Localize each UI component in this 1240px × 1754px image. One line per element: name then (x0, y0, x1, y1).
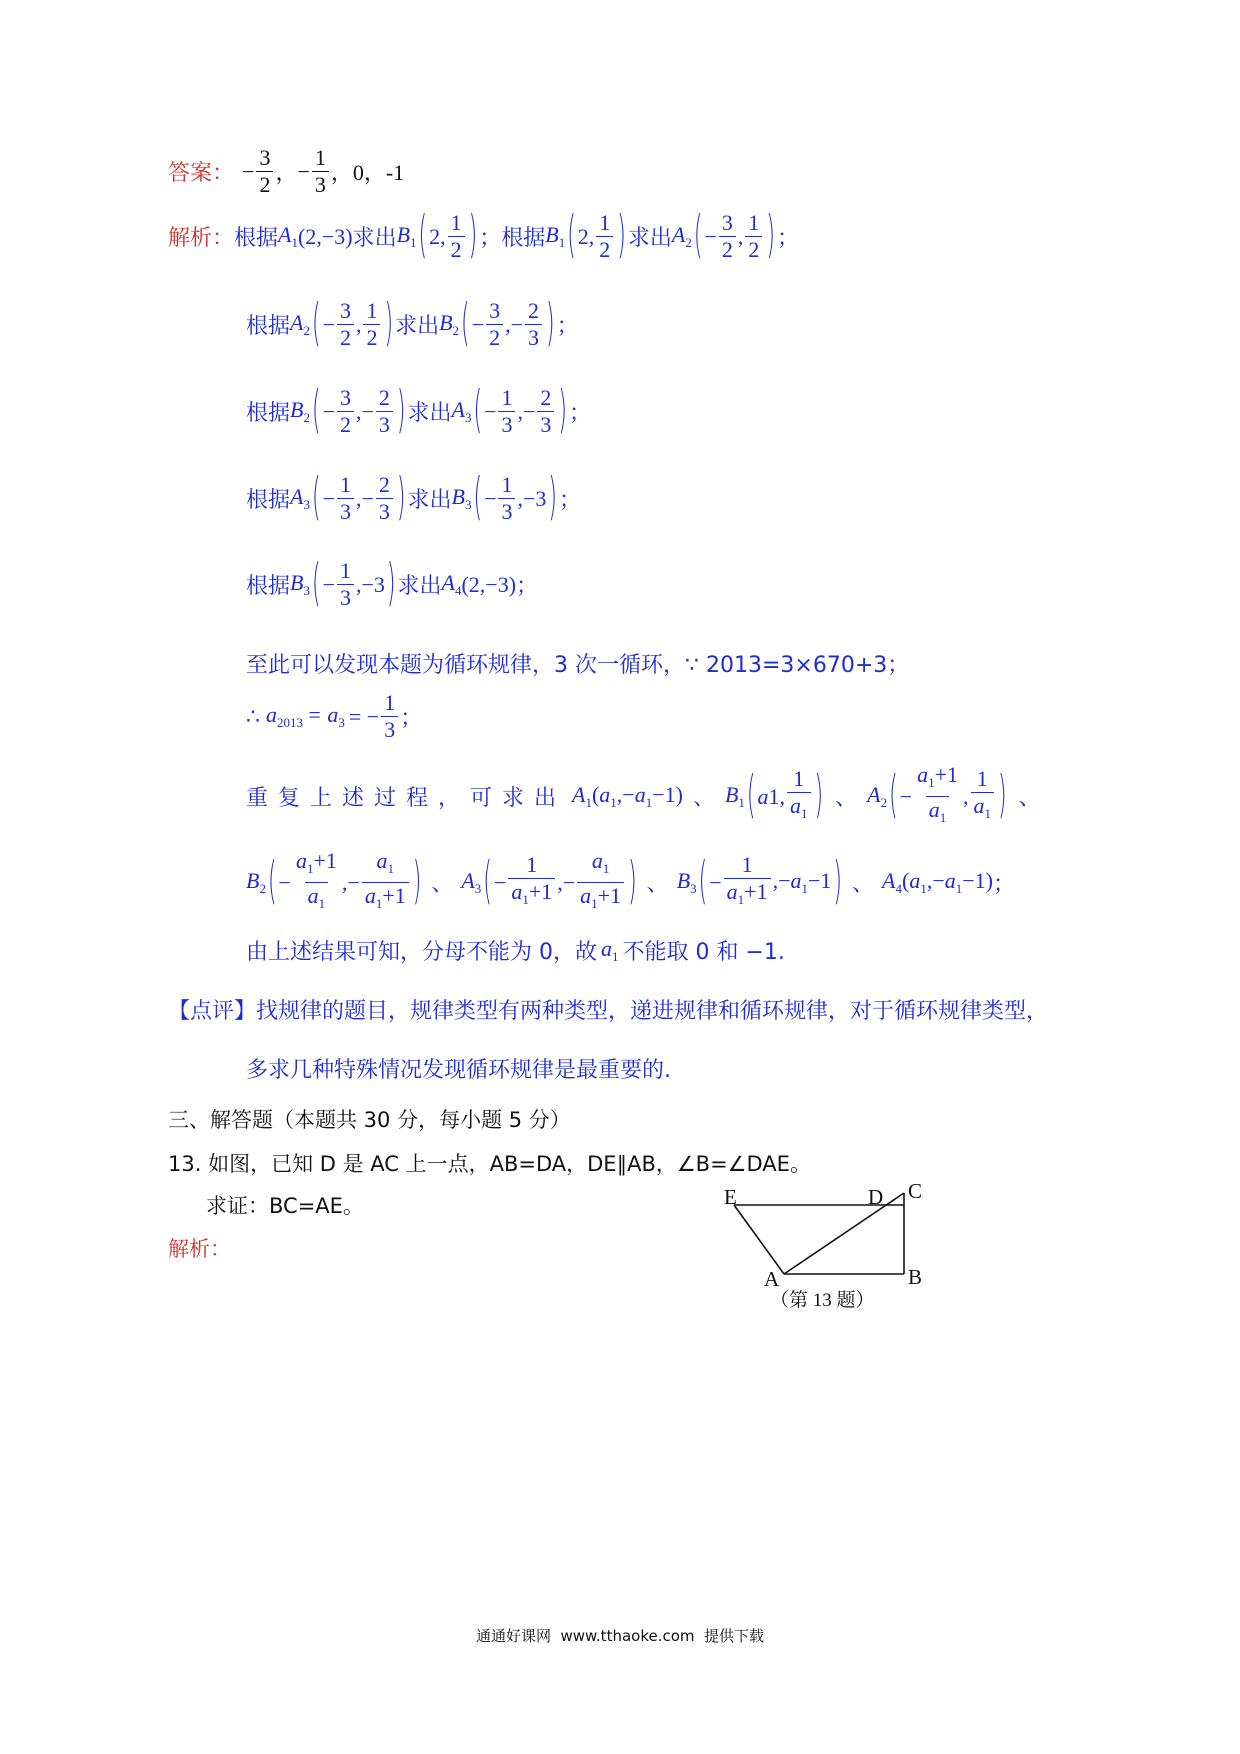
problem-13-stem: 13. 如图，已知 D 是 AC 上一点，AB=DA，DE∥AB，∠B=∠DAE。 (168, 1152, 811, 1176)
analysis-line-4: 根据 $A_3$ ( − $\frac{1}{3}$ , − $\frac{2}{3}$ ) 求出 $B_3$ ( − $\frac{1}{3}$ , −3 ) ； (246, 469, 582, 528)
analysis-line-3: 根据 $B_2$ ( − $\frac{3}{2}$ , − $\frac{2}{3}$ ) 求出 $A_3$ ( − $\frac{1}{3}$ , − $\frac{2}{3}$ ) ； (246, 382, 592, 441)
label-C: C (908, 1179, 923, 1203)
analysis-label: 解析： (168, 226, 235, 251)
label-A: A (764, 1267, 780, 1291)
general-line-1: 重复上述过程，可求出 $A_1$ $(a_1,-a_1-1)$ 、 $B_1$ ( a 1 , $\frac{1}{a_1}$ ) 、 $A_2$ ( − $\frac{a_1+1}{a_1}$ , $\frac{1}{a_1}$ ) 、 (246, 762, 1041, 831)
answer-label: 答案： (168, 161, 235, 186)
figure-13 (720, 1175, 940, 1315)
comment-line-1: 【点评】 找规律的题目，规律类型有两种类型，递进规律和循环规律，对于循环规律类型， (168, 994, 1048, 1025)
therefore-line: ∴ $a_{2013}$ = $a_3$ = − $\frac{1}{3}$ ； (246, 690, 423, 742)
comment-label: 【点评】 (168, 999, 257, 1024)
problem-13-analysis-label: 解析： (168, 1237, 231, 1261)
footer: 通通好课网 www.tthaoke.com 提供下载 (475, 1627, 765, 1645)
section-heading: 三、解答题（本题共 30 分，每小题 5 分） (168, 1108, 571, 1132)
comment-line-2: 多求几种特殊情况发现循环规律是最重要的. (246, 1058, 671, 1083)
label-D: D (868, 1185, 884, 1209)
analysis-line-1: 解析： 根据 $A_1$ (2,−3) 求出 $B_1$ ( 2 , $\frac{1}{2}$ ) ； 根据 $B_1$ ( 2 , $\frac{1}{2}$ ) 求出 $A_2$ ( − $\frac{3}{2}$ , $\frac{1}{2}$ ) ； (168, 207, 799, 266)
conclusion-line: 由上述结果可知，分母不能为 0，故 $a_1$ 不能取 0 和 −1. (246, 936, 785, 965)
label-E: E (724, 1185, 737, 1209)
general-line-2: $B_2$ ( − $\frac{a_1+1}{a_1}$ ,− $\frac{a_1}{a_1+1}$ ) 、 $A_3$ ( − $\frac{1}{a_1+1}$ ,− $\frac{a_1}{a_1+1}$ ) 、 $B_3$ ( − $\frac{1}{a_1+1}$ $,-a_1-1$ ) 、 $A_4$ $(a_1,-a_1-1)$ ； (246, 848, 1015, 917)
figure-caption: （第 13 题） (770, 1290, 875, 1311)
fraction: $\frac{1}{3}$ (312, 145, 329, 198)
problem-13-prove: 求证：BC=AE。 (206, 1194, 364, 1218)
label-B: B (908, 1265, 923, 1289)
analysis-line-2: 根据 $A_2$ ( − $\frac{3}{2}$ , $\frac{1}{2}$ ) 求出 $B_2$ ( − $\frac{3}{2}$ , − $\frac{2}{3}$ ) ； (246, 295, 579, 354)
answer-line: 答案： − $\frac{3}{2}$ ， − $\frac{1}{3}$ ，0，-1 (168, 145, 405, 197)
analysis-line-5: 根据 $B_3$ ( − $\frac{1}{3}$ , −3 ) 求出 $A_4$ (2,−3) ； (246, 555, 539, 614)
loop-line: 至此可以发现本题为循环规律，3 次一循环，∵ 2013=3×670+3； (246, 653, 910, 678)
fraction: $\frac{3}{2}$ (256, 145, 273, 198)
